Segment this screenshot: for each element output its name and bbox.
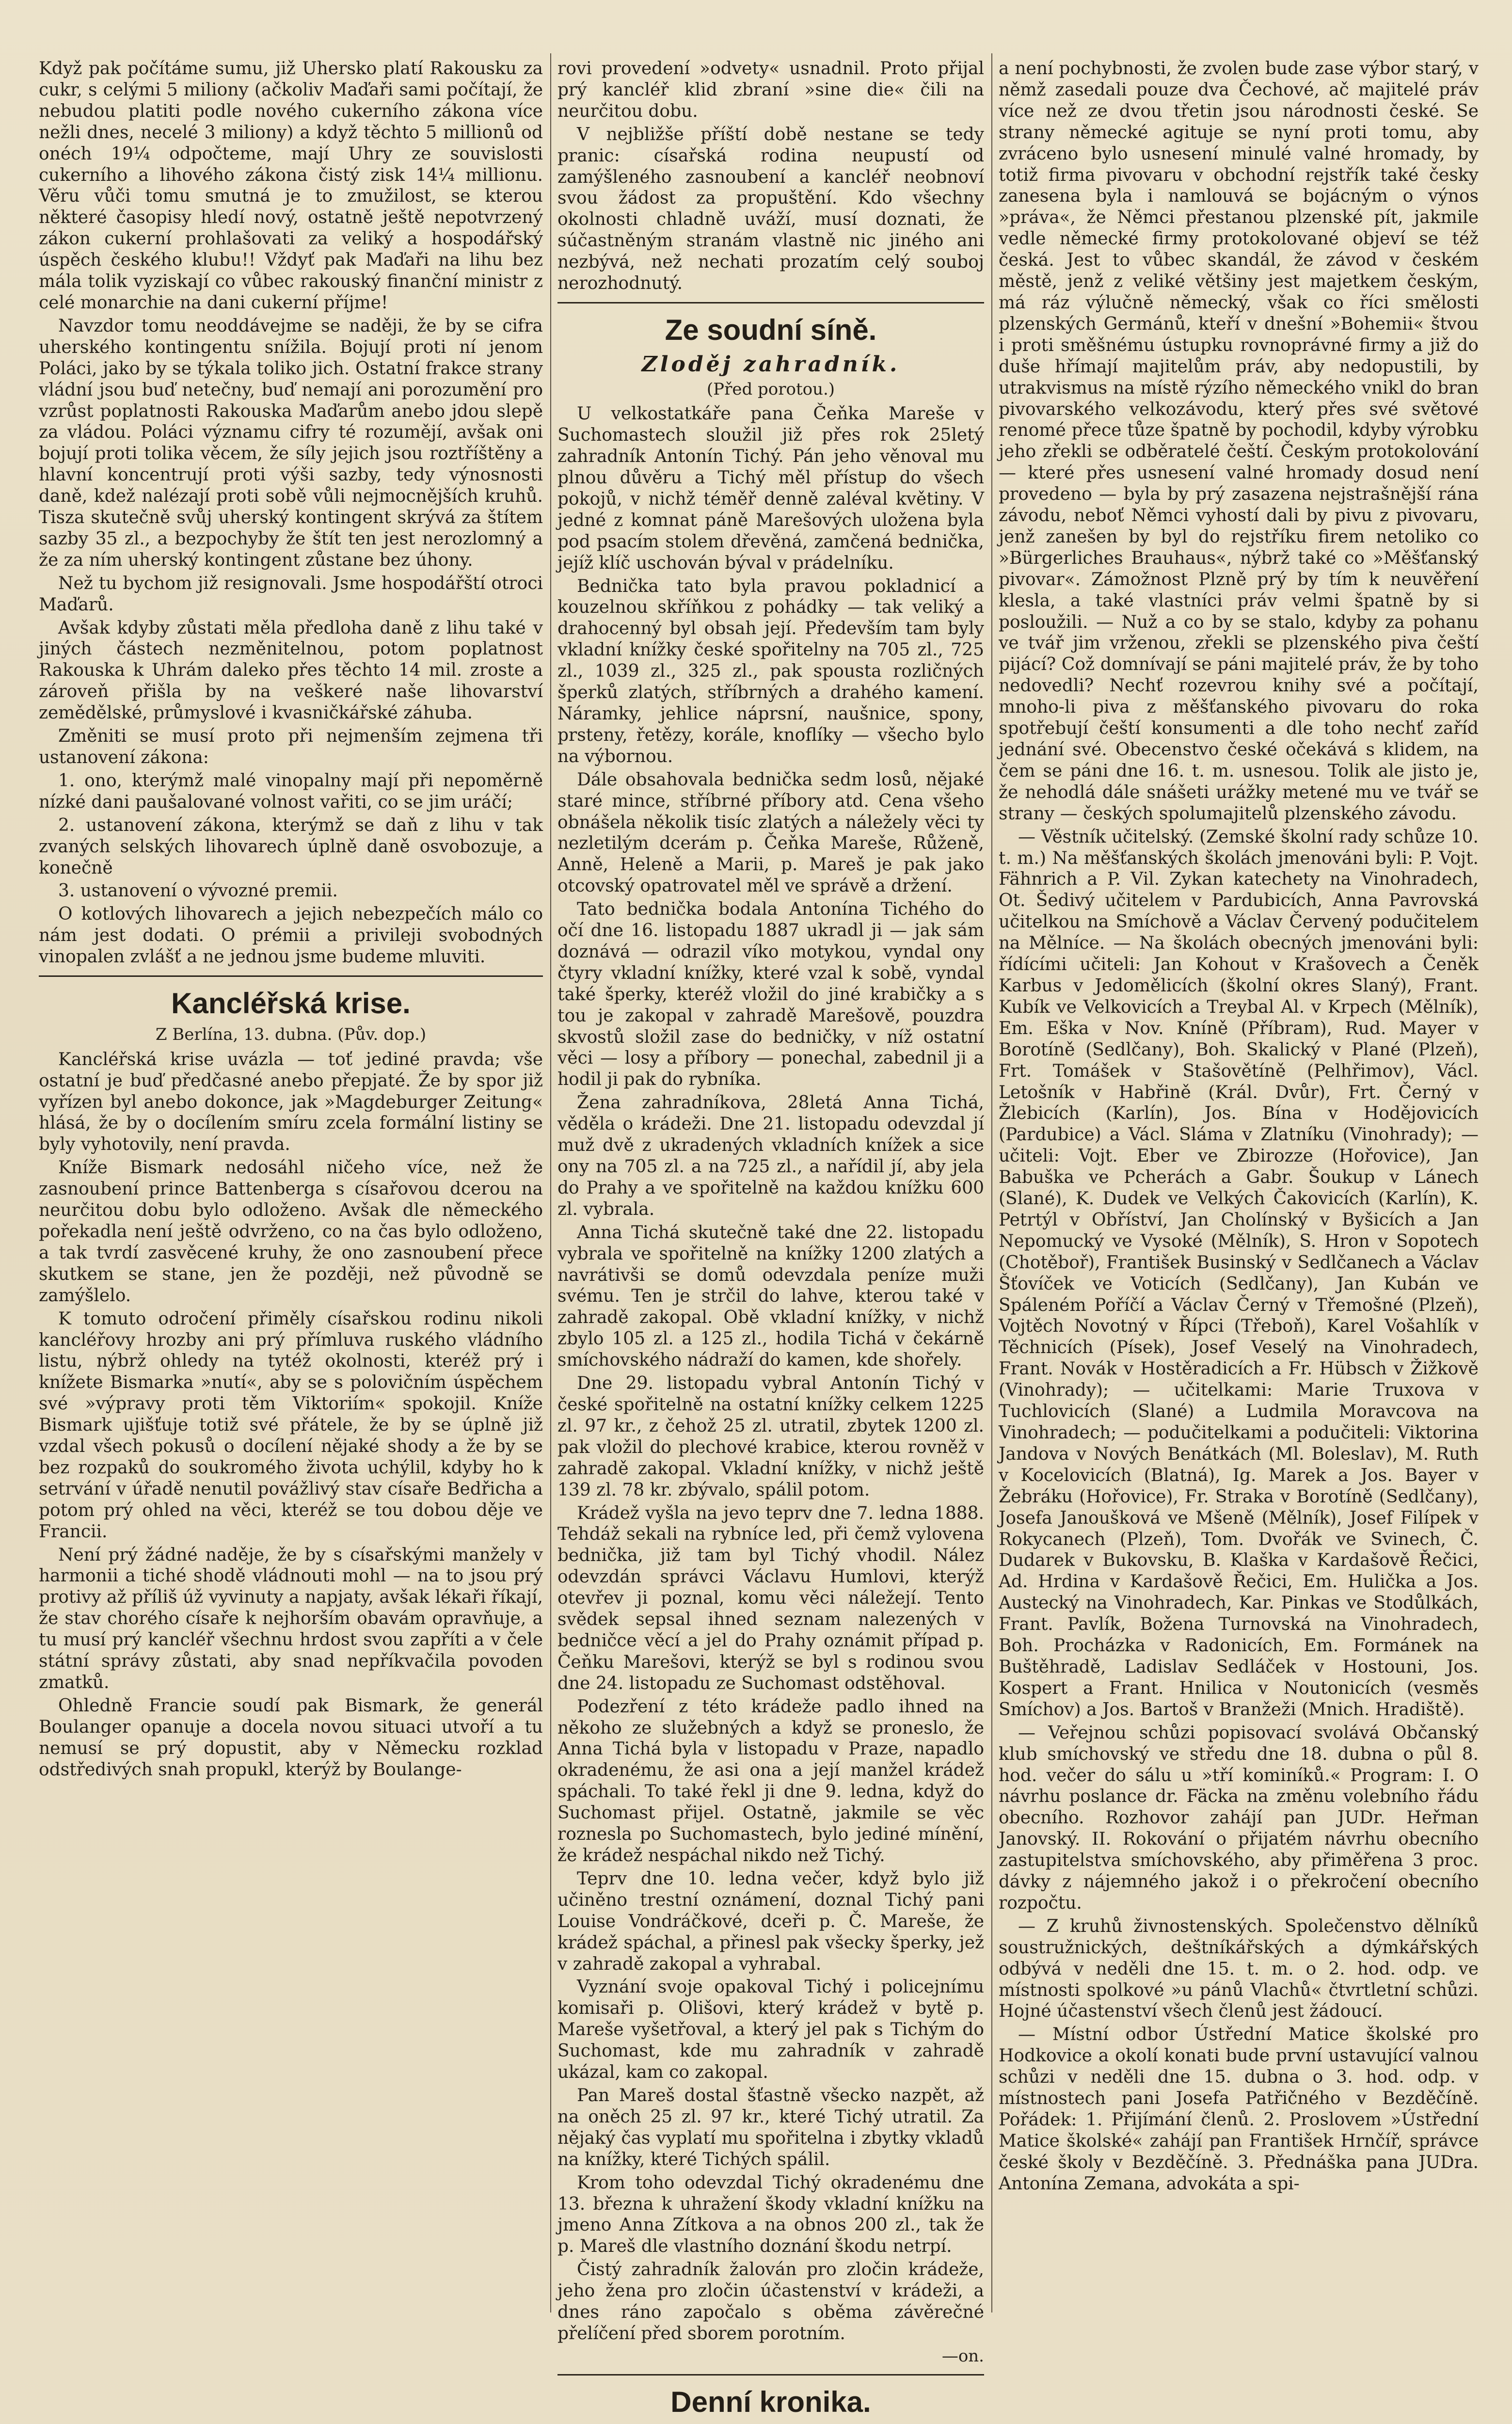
paragraph: — Věstník učitelský. (Zemské školní rady schůze 10. t. m.) Na měšťanských školách jmenováni byli: P. Vojt. Fähnrich a P. Vil. Zykan katechety na Vinohradech, Ot. Šedivý učitelem v Pardubicích, Anna Pavrovská učitelkou na Smíchově a Václav Červený podučitelem na Mělníce. — Na školách obecných jmenováni byli: řídícími učiteli: Jan Kohout v Krašovech a Čeněk Karbus v Jedomělicích (školní okres Slaný), Frant. Kubík ve Velkovicích a Treybal Al. v Krpech (Mělník), Em. Eška v Nov. Kníně (Příbram), Rud. Mayer v Borotíně (Sedlčany), Boh. Skalický v Plané (Plzeň), Frt. Tomášek v Stašovětíně (Pelhřimov), Václ. Letošník v Habřině (Král. Dvůr), Frt. Černý v Žlebicích (Karlín), Jos. Bína v Hodějovicích (Pardubice) a Václ. Sláma v Zlatníku (Vinohrady); — učiteli: Vojt. Eber ve Zbirozze (Hořovice), Jan Babuška ve Pcherách a Gabr. Šoukup v Lánech (Slané), K. Dudek ve Velkých Čakovicích (Karlín), K. Petrtýl v Obříství, Jan Cholínský v Byšicích a Jan Nepomucký ve Vysoké (Mělník), S. Hron v Sopotech (Chotěboř), František Businský v Sedlčanech a Václav Šťovíček ve Voticích (Sedlčany), Jan Kubán ve Spáleném Poříčí a Václav Černý v Třemošné (Plzeň), Vojtěch Novotný v Řípci (Třeboň), Karel Vošahlík v Těchnicích (Písek), Josef Veselý na Vinohradech, Frant. Novák v Hostěradicích a Fr. Hübsch v Žižkově (Vinohrady); — učitelkami: Marie Truxova v Tuchlovicích (Slané) a Ludmila Moravcova na Vinohradech; — podučitelkami a podučiteli: Viktorina Jandova v Nových Benátkách (Ml. Boleslav), M. Ruth v Kocelovicích (Blatná), Ig. Marek a Jos. Bayer v Žebráku (Hořovice), Fr. Straka v Borotíně (Sedlčany), Josefa Janoušková ve Mšeně (Mělník), Josef Filípek v Rokycanech (Plzeň), Tom. Dvořák ve Svinech, Č. Dudarek v Bukovsku, B. Klaška v Kardašově Řečici, Ad. Hrdina v Kardašově Řečici, Em. Hulička a Jos. Austecký na Vinohradech, Kar. Pinkas ve Stodůlkách, Frant. Pavlík, Božena Turnovská na Vinohradech, Boh. Procházka v Radonicích, Em. Formánek na Buštěhradě, Ladislav Sedláček v Hostouni, Jos. Kospert a Frant. Hnilica v Noutonicích (vesměs Smíchov) a Jos. Bartoš v Branžeži (Mnich. Hradiště). xyxy=(999,827,1479,1721)
paragraph: Krom toho odevzdal Tichý okradenému dne 13. března k uhražení škody vkladní knížku na jmeno Anna Zítkova a na obnos 200 zl., tak že p. Mareš dle vlastního doznání škodu netrpí. xyxy=(557,2172,984,2258)
paragraph: — Místní odbor Ústřední Matice školské pro Hodkovice a okolí konati bude první ustavující valnou schůzi v neděli dne 15. dubna o 3. hod. odp. v místnostech pani Josefa Patřičného v Bezděčíně. Pořádek: 1. Přijímání členů. 2. Proslovem »Ústřední Matice školské« zahájí pan František Hrnčíř, správce české školy v Bezděčíně. 3. Přednáška pana JUDra. Antonína Zemana, advokáta a spi- xyxy=(999,2024,1479,2194)
paragraph: — Veřejnou schůzi popisovací svolává Občanský klub smíchovský ve středu dne 18. dubna o půl 8. hod. večer do sálu u »tří kominíků.« Program: I. O návrhu poslance dr. Fäcka na změnu volebního řádu obecního. Rozhovor zahájí pan JUDr. Heřman Janovský. II. Rokování o přijatém návrhu obecního zastupitelstva smíchovského, aby přiměřena 3 proc. dávky z nájemného jakož i o překročení obecního rozpočtu. xyxy=(999,1722,1479,1914)
paragraph: Krádež vyšla na jevo teprv dne 7. ledna 1888. Tehdáž sekali na rybníce led, při čemž vylovena bednička, již tam byl Tichý vhodil. Nález odevzdán správci Václavu Humlovi, kterýž otevřev ji poznal, komu věci náležejí. Tento svědek sepsal ihned seznam nalezených v bedničce věcí a jel do Prahy oznámit případ p. Čeňku Marešovi, kterýž se byl s rodinou svou dne 24. listopadu ze Suchomast odstěhoval. xyxy=(557,1503,984,1694)
column-3 xyxy=(999,58,1479,2308)
paragraph: Čistý zahradník žalován pro zločin krádeže, jeho žena pro zločin účastenství v krádeži, a dnes ráno započalo s oběma závěrečné přelíčení před sborem porotním. xyxy=(557,2259,984,2344)
section-rule xyxy=(39,975,543,977)
subheadline-zlodej-zahradnik: Zloděj zahradník. xyxy=(557,351,984,378)
section-rule xyxy=(557,302,984,303)
paragraph: Když pak počítáme sumu, již Uhersko platí Rakousku za cukr, s celými 5 miliony (ačkoliv Maďaři sami počítají, že nebudou platiti podle nového cukerního zákona více nežli dnes, necelé 3 miliony) a když těchto 5 millionů od onéch 19¼ odpočteme, mají Uhry ze souvislosti cukerního a lihového zákona čistý zisk 14¼ millionu. Věru vůči tomu smutná je to zmužilost, se kterou některé časopisy hledí nový, ostatně ještě nepotvrzený zákon cukerní prohlašovati za veliký a hospodářský úspěch českého klubu!! Vždyť pak Maďaři na lihu bez mála tolik vyziskají co vůbec rakouský finanční ministr z celé monarchie na dani cukerní příjme! xyxy=(39,58,543,314)
headline-kanclerska-krise: Kancléřská krise. xyxy=(39,986,543,1021)
paragraph: Navzdor tomu neoddávejme se naději, že by se cifra uherského kontingentu snížila. Bojují proti ní jenom Poláci, jako by se týkala toliko jich. Ostatní frakce strany vládní jsou buď netečny, buď nemají ani porozumění pro vzrůst poplatnosti Rakouska Maďarům anebo jdou slepě za vládou. Poláci významu cifry té rozumějí, avšak oni bojují proti tolika věcem, že síly jejich jsou roztříštěny a hlavní koncentrují proti výši sazby, tedy výnosnosti daně, kdež nalézají proti sobě vůli nejmocnějších kruhů. Tisza skutečně svůj uherský kontingent skrývá za štítem sazby 35 zl., a bezpochyby že štít ten jest nerozlomný a že za ním uherský kontingent zůstane bez úhony. xyxy=(39,316,543,571)
paragraph: Podezření z této krádeže padlo ihned na někoho ze služebných a když se proneslo, že Anna Tichá byla v listopadu v Praze, napadlo okradenému, že asi ona a její manžel krádež spáchali. To také řekl ji dne 9. ledna, když do Suchomast přijel. Ostatně, jakmile se věc roznesla po Suchomastech, bylo jediné mínění, že krádež nespáchal nikdo než Tichý. xyxy=(557,1696,984,1866)
paragraph: Anna Tichá skutečně také dne 22. listopadu vybrala ve spořitelně na knížky 1200 zlatých a navrátivši se domů odevzdala peníze muži svému. Ten je strčil do lahve, kterou také v zahradě zakopal. Obě vkladní knížky, v nichž zbylo 105 zl. a 125 zl., hodila Tichá v čekárně smíchovského nádraží do kamen, kde shořely. xyxy=(557,1222,984,1371)
author-signature: —on. xyxy=(557,2346,984,2366)
paragraph: Vyznání svoje opakoval Tichý i policejnímu komisaři p. Olišovi, který krádež v bytě p. Mareše vyšetřoval, a který jel pak s Tichým do Suchomast, kde mu zahradník v zahradě ukázal, kam co zakopal. xyxy=(557,1977,984,2083)
dateline: Z Berlína, 13. dubna. (Pův. dop.) xyxy=(39,1025,543,1045)
paragraph: 1. ono, kterýmž malé vinopalny mají při nepoměrně nízké dani paušalované volnost vařiti, co se jim uráčí; xyxy=(39,770,543,813)
paragraph: a není pochybnosti, že zvolen bude zase výbor starý, v němž zasedali pouze dva Čechové, ač majitelé práv více než ze dvou třetin jsou národnosti české. Se strany německé agituje se nyní proti tomu, aby zvráceno bylo usnesení minulé valné hromady, by totiž firma pivovaru v obchodní rejstřík také česky zanesena byla i namlouvá se bojácným o výnos »práva«, že Němci přestanou plzenské pít, jakmile vedle německé firmy protokolované objeví se též česká. Jest to vůbec skandál, že závod v českém městě, jenž z veliké většiny jest majetkem českým, má ráz výlučně německý, však co říci smělosti plzenských Germánů, kteří v dnešní »Bohemii« štvou i proti směšnému ústupku rovnoprávné firmy a již do duše hřímají majitelům práv, aby nedopustili, by utrakvismus na místě rýzího německého vnikl do bran pivovarského velkozávodu, který přes své světové renomé přece tůze špatně by pochodil, kdyby výrobku jeho zřekli se odběratelé čeští. Českým protokolování — které přes usnesení valné hromady dosud není provedeno — byla by prý zasazena nejstrašnější rána závodu, neboť Němci vyhostí dali by pivu z pivovaru, jenž zanešen by byl do rejstříku firem netoliko co »Bürgerliches Brauhaus«, nýbrž také co »Měšťanský pivovar«. Zámožnost Plzně prý by tím k neuvěření klesla, a také vlastníci práv velmi špatně by si posloužili. — Nuž a co by se stalo, kdyby za pohanu ve tvář jim vrženou, zřekli se plzenského piva čeští pijácí? Což domnívají se páni majitelé práv, že by toho nedovedli? Nechť rozevrou knihy své a počítají, mnoho-li piva z měšťanského pivovaru do roka spotřebují čeští konsumenti a dle toho nechť zaříd jednání své. Obecenstvo české očekává s klidem, na čem se páni dne 16. t. m. usnesou. Tolik ale jisto je, že nehodlá dále snášeti urážky metené mu ve tvář se strany — českých spolumajitelů plzenského závodu. xyxy=(999,58,1479,825)
paragraph: K tomuto odročení přiměly císařskou rodinu nikoli kancléřovy hrozby ani prý přímluva ruského vládního listu, nýbrž ohledy na tytéž okolnosti, kteréž prý i knížete Bismarka »nutí«, aby se s polovičním úspěchem své »výpravy proti těm Viktoriím« spokojil. Kníže Bismark ujišťuje totiž své přátele, že by se úplně již vzdal všech pokusů o docílení nějaké shody a že by se bez rozpaků do soukromého života uchýlil, kdyby ho k setrvání v úřadě nenutil povážlivý stav císaře Bedřicha a potom prý ohled na věci, kteréž se tou dobou děje ve Francii. xyxy=(39,1308,543,1543)
paragraph: Dne 29. listopadu vybral Antonín Tichý v české spořitelně na ostatní knížky celkem 1225 zl. 97 kr., z čehož 25 zl. utratil, zbytek 1200 zl. pak vložil do plechové krabice, kterou rovněž v zahradě zakopal. Vkladní knížky, v nichž ještě 139 zl. 78 kr. zbývalo, spálil potom. xyxy=(557,1373,984,1500)
paragraph: U velkostatkáře pana Čeňka Mareše v Suchomastech sloužil již přes rok 25letý zahradník Antonín Tichý. Pán jeho věnoval mu plnou důvěru a Tichý měl přístup do všech pokojů, v nichž téměř denně zaléval květiny. V jedné z komnat páně Marešových uložena byla pod psacím stolem dřevěná, zamčená bednička, jejíž klíč uschován býval v prádelníku. xyxy=(557,403,984,574)
paragraph: Avšak kdyby zůstati měla předloha daně z lihu také v jiných částech nezměnitelnou, potom poplatnost Rakouska k Uhrám daleko přes těchto 14 mil. zroste a zároveň přišla by na veškeré naše lihovarství zemědělské, průmyslové i kvasničkářské záhuba. xyxy=(39,618,543,724)
paragraph: Tato bednička bodala Antonína Tichého do očí dne 16. listopadu 1887 ukradl ji — jak sám doznává — odrazil víko motykou, vyndal ony čtyry vkladní knížky, které vzal k sobě, vyndal také šperky, kteréž vložil do jiné krabičky a s tou je zakopal v zahradě Marešově, pouzdra skvostů složil zase do bedničky, v níž ostatní věci — losy a příbory — ponechal, zabednil ji a hodil ji pak do rybníka. xyxy=(557,899,984,1090)
paragraph: O kotlových lihovarech a jejich nebezpečích málo co nám jest dodati. O prémii a privileji svobodných vinopalen zvlášť a ne jednou jsme budeme mluviti. xyxy=(39,904,543,968)
paragraph: Změniti se musí proto při nejmenším zejmena tři ustanovení zákona: xyxy=(39,726,543,768)
paragraph: — Z kruhů živnostenských. Společenstvo dělníků soustružnických, deštníkářských a dýmkářských odbývá v neděli dne 15. t. m. o 2. hod. odp. ve místnosti spolkové »u pánů Vlachů« čtvrtletní schůzi. Hojné účastenství všech členů jest žádoucí. xyxy=(999,1916,1479,2023)
paragraph: Pan Mareš dostal šťastně všecko nazpět, až na oněch 25 zl. 97 kr., které Tichý utratil. Za nějaký čas vyplatí mu spořitelna i zbytky vkladů na knížky, které Tichých spálil. xyxy=(557,2085,984,2170)
headline-ze-soudni-sine: Ze soudní síně. xyxy=(557,312,984,348)
paragraph: Teprv dne 10. ledna večer, když bylo již učiněno trestní oznámení, doznal Tichý pani Louise Vondráčkové, dceři p. Č. Mareše, že krádež spáchal, a přinesl pak všecky šperky, jež v zahradě zakopal a vyhrabal. xyxy=(557,1868,984,1975)
section-rule xyxy=(557,2374,984,2376)
subheadline-note: (Před porotou.) xyxy=(557,380,984,399)
paragraph: Není prý žádné naděje, že by s císařskými manžely v harmonii a tiché shodě vládnouti mohl — na to jsou prý protivy až příliš úž vyvinuty a napjaty, avšak lékaři říkají, že stav chorého císaře k nejhorším obavám opravňuje, a tu musí prý kancléř všechnu hrdost svou zapříti a v čele státní správy zůstati, aby snad nepříkvačila povoden zmatků. xyxy=(39,1545,543,1693)
column-divider xyxy=(991,53,992,2312)
paragraph: Dále obsahovala bednička sedm losů, nějaké staré mince, stříbrné příbory atd. Cena všeho obnášela několik tisíc zlatých a náležely věci ty nezletilým dcerám p. Čeňka Mareše, Růženě, Anně, Heleně a Marii, p. Mareš je pak jako otcovský opatrovatel měl ve správě a držení. xyxy=(557,769,984,897)
headline-denni-kronika: Denní kronika. xyxy=(557,2384,984,2420)
paragraph: Kníže Bismark nedosáhl ničeho více, než že zasnoubení prince Battenberga s císařovou dcerou na neurčitou dobu bylo odloženo. Avšak dle německého pořekadla není ještě odvrženo, co na čas bylo odloženo, a tak tvrdí zasvěcené kruhy, že ono zasnoubení přece skutkem se stane, jen že později, než původně se zamýšlelo. xyxy=(39,1157,543,1306)
paragraph: rovi provedení »odvety« usnadnil. Proto přijal prý kancléř klid zbraní »sine die« čili na neurčitou dobu. xyxy=(557,58,984,122)
paragraph: 2. ustanovení zákona, kterýmž se daň z lihu v tak zvaných selských lihovarech úplně daně osvobozuje, a konečně xyxy=(39,815,543,879)
column-1 xyxy=(39,58,543,2308)
paragraph: Ohledně Francie soudí pak Bismark, že generál Boulanger opanuje a docela novou situaci utvoří a tu nemusí se prý dopustit, aby v Německu rozklad odstředivých snah propukl, kterýž by Boulange- xyxy=(39,1695,543,1781)
paragraph: Žena zahradníkova, 28letá Anna Tichá, věděla o krádeži. Dne 21. listopadu odevzdal jí muž dvě z ukradených vkladních knížek a sice ony na 705 zl. a na 725 zl., a nařídil jí, aby jela do Prahy a ve spořitelně na každou knížku 600 zl. vybrala. xyxy=(557,1092,984,1220)
column-divider xyxy=(550,53,551,2312)
paragraph: Než tu bychom již resignovali. Jsme hospodářští otroci Maďarů. xyxy=(39,573,543,616)
paragraph: Bednička tato byla pravou pokladnicí a kouzelnou skříňkou z pohádky — tak veliký a drahocenný byl obsah její. Především tam byly vkladní knížky české spořitelny na 705 zl., 725 zl., 1039 zl., 325 zl., pak spousta rozličných šperků zlatých, stříbrných a drahého kamení. Náramky, jehlice náprsní, naušnice, spony, prsteny, řetězy, korále, knoflíky — všecho bylo na výbornou. xyxy=(557,576,984,767)
paragraph: 3. ustanovení o vývozné premii. xyxy=(39,880,543,902)
column-2 xyxy=(557,58,984,2308)
paragraph: V nejbližše příští době nestane se tedy pranic: císařská rodina neupustí od zamýšleného zasnoubení a kancléř neobnoví svou žádost za propuštění. Kdo všechny okolnosti chladně uváží, musí doznati, že súčastněným stranám vlastně nic jiného ani nezbývá, než nechati prozatím celý souboj nerozhodnutý. xyxy=(557,124,984,294)
paragraph: Kancléřská krise uvázla — toť jediné pravda; vše ostatní je buď předčasné anebo přepjaté. Že by spor již vyřízen byl anebo dokonce, jak »Magdeburger Zeitung« hlásá, že by o docílením smíru zcela formální listiny se byly vyhotovily, není pravda. xyxy=(39,1049,543,1156)
